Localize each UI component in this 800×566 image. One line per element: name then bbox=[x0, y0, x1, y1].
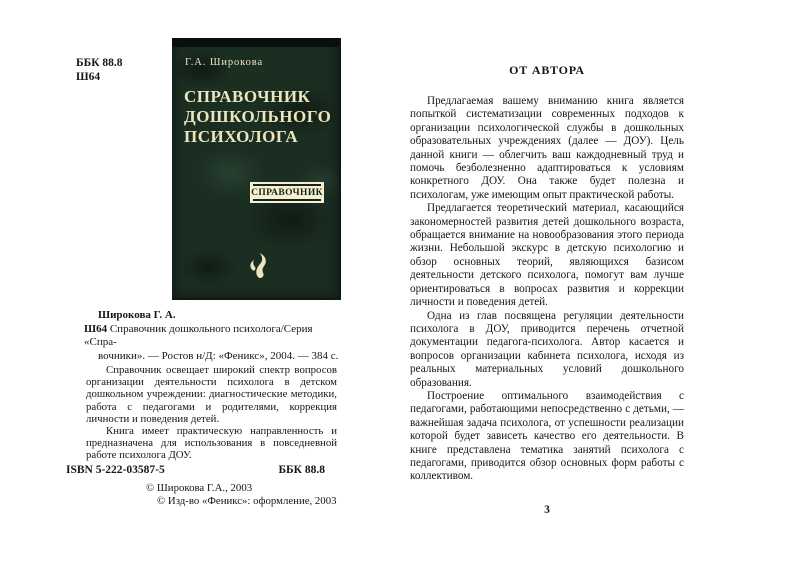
preface-paragraph: Одна из глав посвящена регуляции деятельности психолога в ДОУ, приводится перечень отчетной документации педагога-психолога. Автор касается и вопросов организации кабинета психолога, исходя из реальных материальных условий дошкольного образования. bbox=[410, 309, 684, 389]
book-cover bbox=[172, 38, 341, 300]
preface-paragraph: Предлагается теоретический материал, касающийся закономерностей развития детей дошкольного возраста, обращается внимание на новообразования этого периода жизни. Небольшой экскурс в детскую психологию и обзор основных теорий, являющихся базисом деятельности детского психолога, помогут вам лучше ориентироваться в вопросах развития и коррекции личности и поведения детей. bbox=[410, 202, 684, 309]
preface-paragraph: Построение оптимального взаимодействия с педагогами, работающими непосредственно с детьми, — важнейшая задача психолога, от успешности реализации которой будет зависеть качество его деятельности. В книге представлена тематика занятий психолога с педагогами, приводится обзор основных форм работы с коллективом. bbox=[410, 389, 684, 483]
catalog-entry-code: Ш64 bbox=[84, 322, 108, 335]
series-badge-label: СПРАВОЧНИК bbox=[253, 184, 321, 201]
catalog-entry-line1 bbox=[84, 323, 344, 350]
isbn-number: ISBN 5-222-03587-5 bbox=[66, 464, 165, 476]
catalog-author-heading: Широкова Г. А. bbox=[98, 309, 176, 321]
copyright-publisher-line: © Изд-во «Феникс»: оформление, 2003 bbox=[157, 495, 337, 507]
cover-title-line: ПСИХОЛОГА bbox=[184, 127, 299, 146]
cover-title-line: СПРАВОЧНИК bbox=[184, 87, 311, 106]
annotation-block bbox=[86, 364, 337, 462]
isbn-row bbox=[66, 464, 325, 476]
preface-text bbox=[410, 95, 684, 484]
author-sign-code: Ш64 bbox=[76, 70, 101, 83]
phoenix-publisher-logo-icon bbox=[247, 249, 269, 281]
preface-paragraph: Предлагаемая вашему вниманию книга является попыткой систематизации современных подходов к организации психологической службы в дошкольных образовательных учреждениях (далее — ДОУ). Цель данной книги — облегчить ваш каждодневный труд и помочь безболезненно адаптироваться к условиям конкретного ДОУ. Она также будет полезна и психологам, уже имеющим опыт практической работы. bbox=[410, 95, 684, 201]
cover-top-band bbox=[172, 38, 339, 47]
cover-author-name: Г.А. Широкова bbox=[185, 57, 264, 68]
bbk-code: ББК 88.8 bbox=[76, 57, 123, 69]
catalog-entry-text: Справочник дошкольного психолога/Серия «Спра- bbox=[84, 322, 313, 348]
chapter-heading: ОТ АВТОРА bbox=[509, 63, 585, 77]
catalog-card bbox=[84, 309, 344, 363]
bbk-classification-codes bbox=[76, 57, 123, 84]
annotation-paragraph: Книга имеет практическую направленность и предназначена для использования в повседневной работе психолога ДОУ. bbox=[86, 425, 337, 462]
bbk-code-bottom: ББК 88.8 bbox=[278, 464, 325, 476]
cover-title bbox=[184, 87, 331, 147]
cover-title-line: ДОШКОЛЬНОГО bbox=[184, 107, 332, 126]
series-badge bbox=[250, 182, 324, 203]
copyright-author-line: © Широкова Г.А., 2003 bbox=[146, 482, 253, 494]
annotation-paragraph: Справочник освещает широкий спектр вопросов организации деятельности психолога в детском дошкольном учреждении: диагностические методики, работа с педагогами и родителями, коррекция личности и поведения детей. bbox=[86, 364, 337, 425]
page-number: 3 bbox=[544, 504, 550, 516]
catalog-entry-line2: вочники». — Ростов н/Д: «Феникс», 2004. — 384 с. bbox=[98, 349, 339, 362]
